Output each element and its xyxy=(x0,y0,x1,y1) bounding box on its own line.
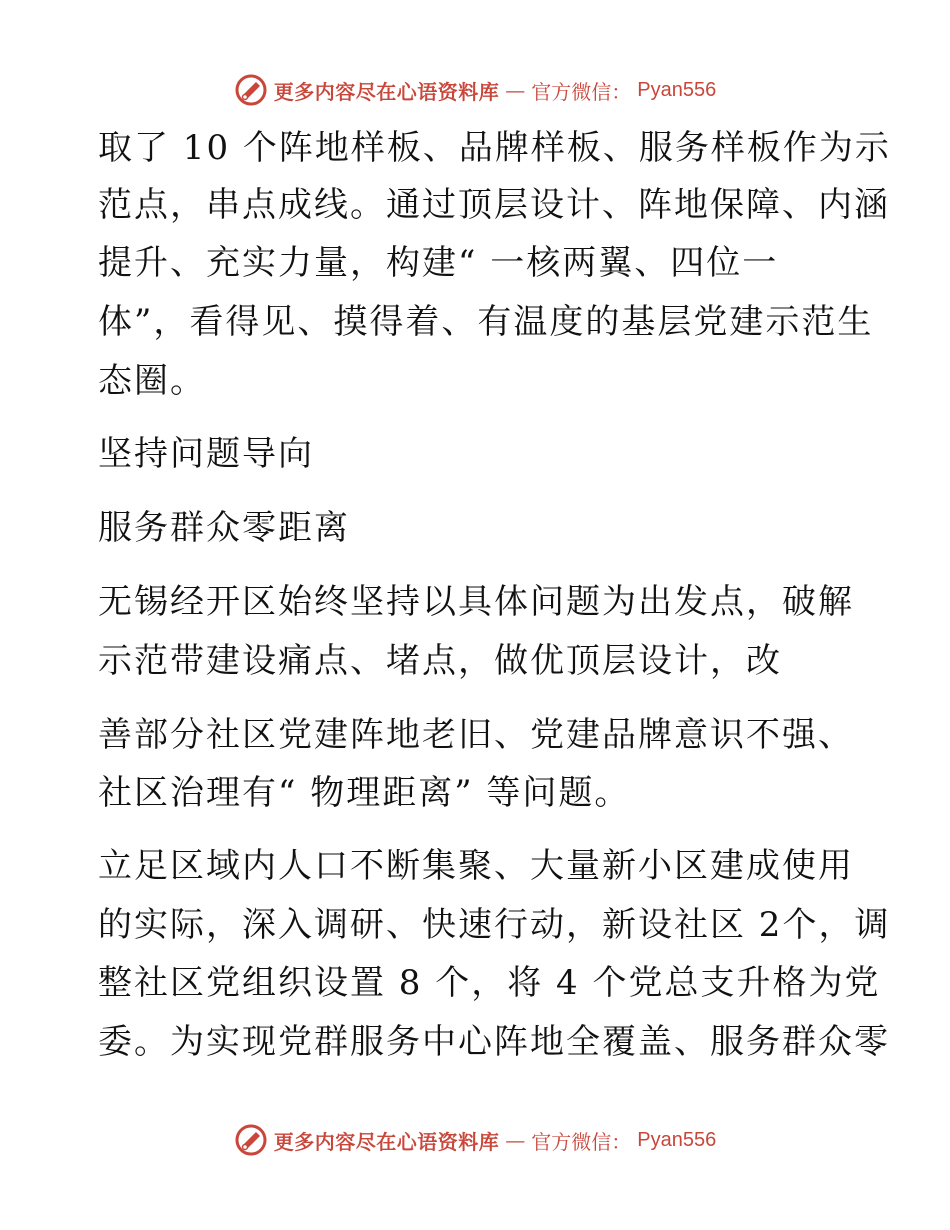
text-line: 示范带建设痛点、堵点，做优顶层设计，改 xyxy=(98,641,782,681)
text-line: 范点，串点成线。通过顶层设计、阵地保障、内涵 xyxy=(98,185,890,225)
text-line: 委。为实现党群服务中心阵地全覆盖、服务群众零 xyxy=(98,1022,890,1062)
banner-wechat-id: Pyan556 xyxy=(637,1128,717,1151)
logo-icon xyxy=(234,73,268,107)
text-line: 态圈。 xyxy=(98,361,206,401)
section-heading: 服务群众零距离 xyxy=(98,508,350,548)
banner-title: 更多内容尽在心语资料库 xyxy=(273,79,500,104)
text-line: 体”，看得见、摸得着、有温度的基层党建示范生 xyxy=(98,302,874,342)
text-line: 整社区党组织设置 8 个，将 4 个党总支升格为党 xyxy=(98,963,881,1003)
banner-wechat-label: 官方微信： xyxy=(531,1129,632,1154)
header-banner xyxy=(0,70,950,110)
text-line: 立足区域内人口不断集聚、大量新小区建成使用 xyxy=(98,846,854,886)
text-line: 善部分社区党建阵地老旧、党建品牌意识不强、 xyxy=(98,715,854,755)
text-line: 社区治理有“ 物理距离” 等问题。 xyxy=(98,773,631,813)
logo-icon xyxy=(234,1123,268,1157)
text-line: 取了 10 个阵地样板、品牌样板、服务样板作为示 xyxy=(98,128,891,168)
text-line: 无锡经开区始终坚持以具体问题为出发点，破解 xyxy=(98,582,854,622)
footer-banner xyxy=(0,1120,950,1160)
banner-wechat-label: 官方微信： xyxy=(531,79,632,104)
section-heading: 坚持问题导向 xyxy=(98,434,314,474)
banner-separator: — xyxy=(505,78,526,102)
text-line: 提升、充实力量，构建“ 一核两翼、四位一 xyxy=(98,243,779,283)
banner-title: 更多内容尽在心语资料库 xyxy=(273,1129,500,1154)
banner-separator: — xyxy=(505,1128,526,1152)
banner-wechat-id: Pyan556 xyxy=(637,78,717,101)
text-line: 的实际，深入调研、快速行动，新设社区 2个，调 xyxy=(98,905,891,945)
